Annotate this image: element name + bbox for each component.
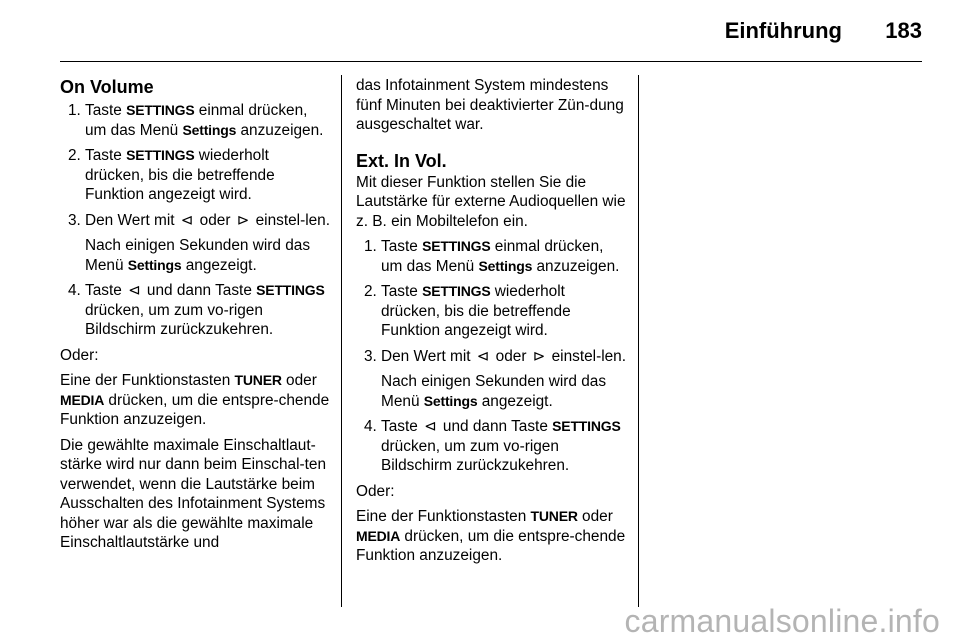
- paragraph: Oder:: [356, 482, 395, 500]
- paragraph: das Infotainment System mindestens fünf Minuten bei deaktivierter Zün-dung ausgeschaltet war.: [356, 77, 624, 133]
- watermark: carmanualsonline.info: [624, 603, 940, 639]
- paragraph: Oder:: [60, 346, 99, 364]
- list-item: 4. Taste ⊲ und dann Taste SETTINGS drücken, um zum vo-rigen Bildschirm zurückzukehren.: [68, 282, 325, 338]
- paragraph: Die gewählte maximale Einschaltlaut-stärke wird nur dann beim Einschal-ten verwendet, wenn die Lautstärke beim Ausschalten des Infotainment Systems höher war als die gewählte maximale Einschaltlautstärke und: [60, 436, 327, 551]
- arrow-left-icon: ⊲: [128, 282, 141, 299]
- left-column: [60, 76, 332, 559]
- arrow-right-icon: ⊳: [532, 347, 546, 365]
- section-heading: Ext. In Vol.: [356, 150, 447, 171]
- list-item: 1. Taste SETTINGS einmal drücken, um das Menü Settings anzuzeigen.: [364, 238, 620, 275]
- arrow-left-icon: ⊲: [424, 418, 437, 435]
- page-number: 183: [885, 18, 922, 43]
- list-item: 3. Den Wert mit ⊲ oder ⊳ einstel-len.: [364, 347, 627, 365]
- list-item: 4. Taste ⊲ und dann Taste SETTINGS drücken, um zum vo-rigen Bildschirm zurückzukehren.: [364, 418, 621, 474]
- header-rule: [60, 61, 922, 62]
- paragraph: Mit dieser Funktion stellen Sie die Lautstärke für externe Audioquellen wie z. B. ein Mobiltelefon ein.: [356, 173, 626, 230]
- section-heading: On Volume: [60, 77, 154, 97]
- header-title: Einführung: [724, 18, 842, 43]
- column-divider: [341, 75, 342, 607]
- arrow-right-icon: ⊳: [236, 211, 250, 229]
- list-item-note: Nach einigen Sekunden wird das Menü Settings angezeigt.: [85, 237, 311, 274]
- list-item: 2. Taste SETTINGS wiederholt drücken, bis die betreffende Funktion angezeigt wird.: [364, 283, 571, 339]
- page-header: [0, 0, 960, 64]
- paragraph: Eine der Funktionstasten TUNER oder MEDIA drücken, um die entspre-chende Funktion anzuzeigen.: [60, 372, 330, 428]
- list-item: 1. Taste SETTINGS einmal drücken, um das Menü Settings anzuzeigen.: [68, 102, 324, 139]
- arrow-left-icon: ⊲: [180, 211, 194, 229]
- list-item: 2. Taste SETTINGS wiederholt drücken, bis die betreffende Funktion angezeigt wird.: [68, 147, 275, 203]
- column-divider: [638, 75, 639, 607]
- list-item-note: Nach einigen Sekunden wird das Menü Settings angezeigt.: [381, 373, 607, 410]
- paragraph: Eine der Funktionstasten TUNER oder MEDIA drücken, um die entspre-chende Funktion anzuzeigen.: [356, 508, 626, 564]
- list-item: 3. Den Wert mit ⊲ oder ⊳ einstel-len.: [68, 211, 331, 229]
- right-column: [356, 76, 628, 572]
- arrow-left-icon: ⊲: [476, 347, 490, 365]
